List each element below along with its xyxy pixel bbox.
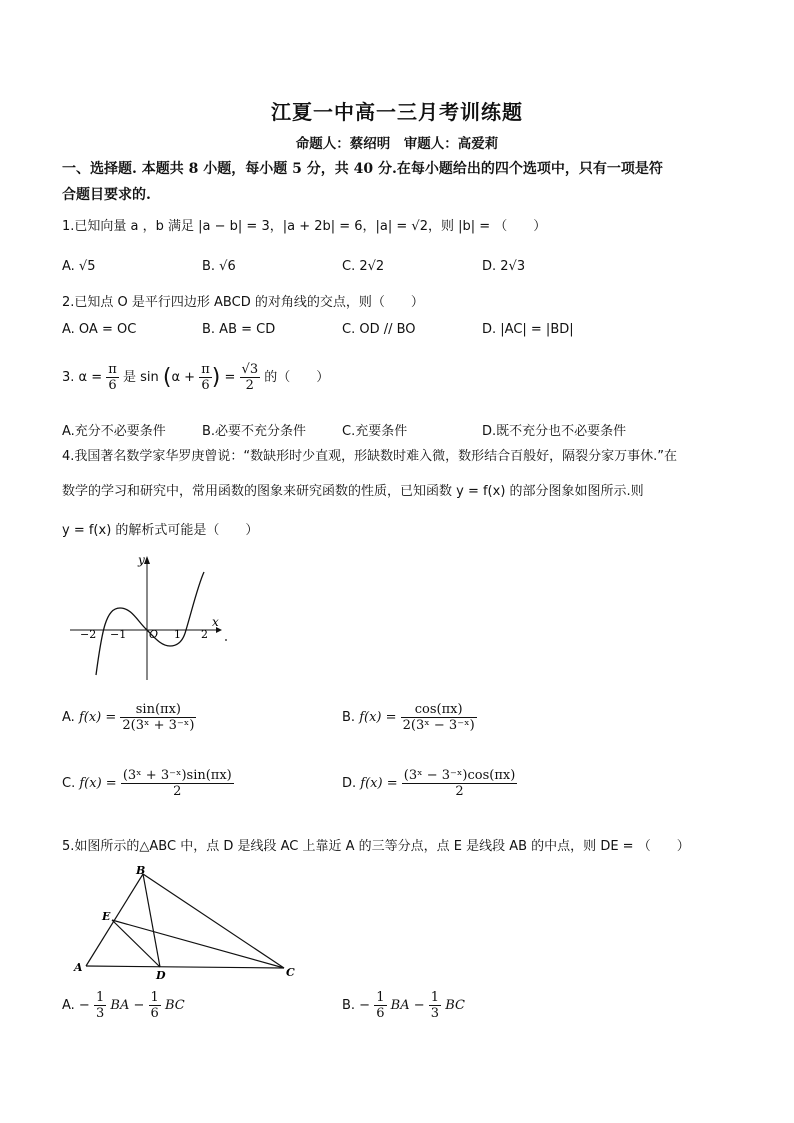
question-1-stem: 1.已知向量 a ，b 满足 |a − b| = 3，|a + 2b| = 6，|a| = √2，则 |b| = （ ） [62,219,547,234]
q4-option-b [342,702,477,733]
triangle-figure [66,862,306,982]
q4-b-label: B. [342,710,356,725]
q3-frac-rhs [240,362,261,393]
q5-a-f1d: 3 [95,1006,105,1021]
q5-a-op: − [133,998,145,1013]
q1-option-b: B. √6 [202,259,236,274]
q4-d-lhs: f(x) = [360,776,398,791]
point-b-label: B [136,864,146,877]
q2-option-d: D. |AC| = |BD| [482,322,574,337]
q5-a-f2n: 1 [150,990,159,1005]
tick-label-1: 1 [174,628,181,641]
q2-option-c: C. OD // BO [342,322,416,337]
q3-option-c: C.充要条件 [342,424,408,439]
q3-option-b: B.必要不充分条件 [202,424,307,439]
q5-b-f1n: 1 [376,990,385,1005]
q5-b-v1: BA [390,998,410,1013]
q1-option-d: D. 2√3 [482,259,526,274]
q4-c-label: C. [62,776,76,791]
point-c-label: C [286,966,295,979]
q3-frac1-num: π [108,362,117,377]
question-5-stem: 5.如图所示的△ABC 中，点 D 是线段 AC 上靠近 A 的三等分点，点 E 是线段 AB 的中点，则 DE = （ ） [62,839,690,854]
question-4-line-1: 4.我国著名数学家华罗庚曾说：“数缺形时少直观，形缺数时难入微，数形结合百般好，隔裂分家万事休.”在 [62,449,678,464]
question-4-line-2: 数学的学习和研究中，常用函数的图象来研究函数的性质，已知函数 y = f(x) 的部分图象如图所示.则 [62,484,644,499]
q3-frac3-num: √3 [241,362,259,377]
q4-option-a [62,702,196,733]
q4-c-lhs: f(x) = [79,776,117,791]
q4-d-num: (3ˣ − 3⁻ˣ)cos(πx) [403,768,516,783]
side-ab [86,874,143,966]
q3-prefix: 3. α = [62,370,103,385]
point-d-label: D [156,969,166,982]
q3-inner: α + [171,370,196,385]
q5-b-f2n: 1 [430,990,440,1005]
q5-b-v2: BC [445,998,465,1013]
q5-a-label: A. − [62,998,90,1013]
y-axis-label: y [138,553,145,567]
tick-label-neg1: −1 [110,628,127,641]
y-axis-arrow-icon [144,556,150,564]
side-ac [86,966,284,968]
q4-c-den: 2 [173,784,182,799]
q2-option-b: B. AB = CD [202,322,276,337]
q5-b-f2d: 3 [430,1006,440,1021]
q4-option-d [342,768,517,799]
q4-d-label: D. [342,776,357,791]
q5-b-op: − [413,998,425,1013]
page-title: 江夏一中高一三月考训练题 [271,100,523,124]
section-heading-cont: 合题目要求的. [62,187,151,203]
author-line: 命题人：蔡绍明 审题人：高爱莉 [295,136,499,152]
q3-frac1-den: 6 [108,378,117,393]
q3-frac-inner [199,362,212,393]
q4-b-lhs: f(x) = [359,710,397,725]
section-heading: 一、选择题. 本题共 8 小题，每小题 5 分，共 40 分.在每小题给出的四个选项中，只有一项是符 [62,161,663,177]
q3-frac3-den: 2 [245,378,254,393]
q5-a-v2: BC [164,998,185,1013]
q4-d-den: 2 [455,784,464,799]
question-4-line-3: y = f(x) 的解析式可能是（ ） [62,523,259,538]
q4-c-num: (3ˣ + 3⁻ˣ)sin(πx) [122,768,232,783]
q3-mid: 是 sin [122,370,159,385]
q3-frac-alpha [106,362,119,393]
q3-option-a: A.充分不必要条件 [62,424,166,439]
side-bc [143,874,284,968]
function-graph [66,550,236,685]
q4-a-lhs: f(x) = [78,710,117,725]
q4-a-den: 2(3ˣ + 3⁻ˣ) [122,718,195,733]
q5-b-f1d: 6 [376,1006,385,1021]
tick-label-2: 2 [201,628,208,641]
q5-option-b [342,990,465,1021]
q5-b-label: B. − [342,998,371,1013]
function-curve [96,572,204,675]
q3-frac2-num: π [201,362,210,377]
q2-option-a: A. OA = OC [62,322,137,337]
q4-a-label: A. [62,710,75,725]
origin-label: O [149,628,159,641]
q1-option-c: C. 2√2 [342,259,385,274]
question-2-stem: 2.已知点 O 是平行四边形 ABCD 的对角线的交点，则（ ） [62,295,424,310]
question-3-stem: 3. α = $\frac{\pi}{6}$ 是 sin (α + $\frac{\pi}{6}$ ) = $\frac{√3}{2}$ 的（ ） [62,362,330,393]
q4-option-c [62,768,234,799]
point-e-label: E [102,910,111,923]
q4-a-num: sin(πx) [120,702,196,718]
q5-a-f1n: 1 [95,990,105,1005]
q3-frac2-den: 6 [201,378,210,393]
q1-option-a: A. √5 [62,259,96,274]
q5-option-a [62,990,185,1021]
segment-ec [112,920,284,968]
q5-a-v1: BA [110,998,130,1013]
point-a-label: A [74,961,83,974]
tick-label-neg2: −2 [80,628,97,641]
q5-a-f2d: 6 [150,1006,159,1021]
x-axis-label: x [212,615,219,629]
q3-suffix: 的（ ） [264,370,330,385]
q4-b-num: cos(πx) [401,702,477,718]
q3-option-d: D.既不充分也不必要条件 [482,424,627,439]
q4-b-den: 2(3ˣ − 3⁻ˣ) [402,718,475,733]
